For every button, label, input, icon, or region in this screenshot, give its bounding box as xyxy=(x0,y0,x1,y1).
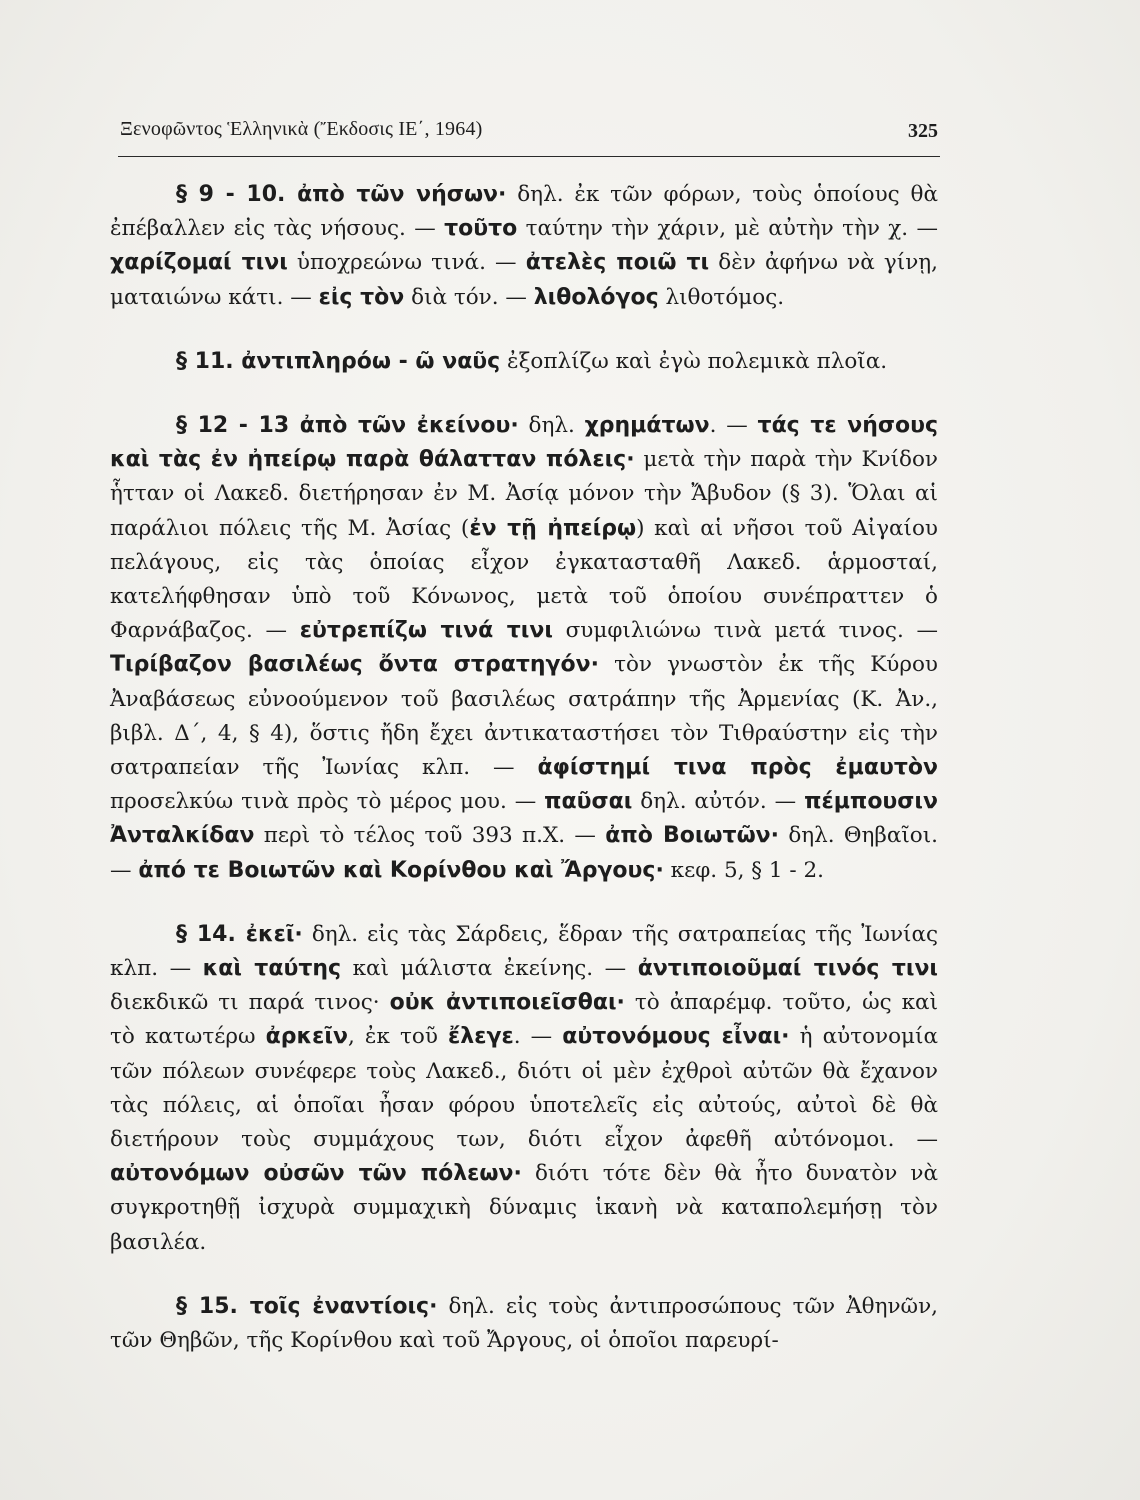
commentary-text: δὲν ἀφήνω νὰ γίνῃ, ματαιώνω κάτι. — xyxy=(110,250,938,310)
lemma-term: οὐκ ἀντιποιεῖσθαι· xyxy=(389,990,625,1016)
paragraph-section-9-10 xyxy=(110,178,938,315)
lemma-term: εἰς τὸν xyxy=(318,284,405,310)
lemma-term: λιθολόγος xyxy=(533,284,659,310)
commentary-text: περὶ τὸ τέλος τοῦ 393 π.Χ. — xyxy=(254,823,606,849)
lemma-term: παῦσαι xyxy=(544,789,633,815)
paragraph-section-14 xyxy=(110,918,938,1260)
commentary-text: λιθοτόμος. xyxy=(658,284,785,310)
commentary-text: τὸν γνωστὸν ἐκ τῆς Κύρου Ἀναβάσεως εὐνοούμενον τοῦ βασιλέως σατράπην τῆς Ἀρμενίας (Κ. Ἀν., βιβλ. Δ΄, 4, § 4), ὅστις ἤδη ἔχει ἀντικαταστήσει τὸν Τιθραύστην εἰς τὴν σατραπείαν τῆς Ἰωνίας κλπ. — xyxy=(110,652,938,781)
commentary-text: . — xyxy=(709,413,758,439)
commentary-text: ) καὶ αἱ νῆσοι τοῦ Αἰγαίου πελάγους, εἰς τὰς ὁποίας εἶχον ἐγκατασταθῆ Λακεδ. ἁρμοσταί, κατελήφθησαν ὑπὸ τοῦ Κόνωνος, μετὰ τοῦ ὁποίου συνέπραττεν ὁ Φαρνάβαζος. — xyxy=(110,515,939,644)
commentary-text: , ἐκ τοῦ xyxy=(347,1024,449,1050)
lemma-term: τοῦτο xyxy=(444,216,518,242)
commentary-text: ἐξοπλίζω καὶ ἐγὼ πολεμικὰ πλοῖα. xyxy=(500,348,888,374)
commentary-text: συμφιλιώνω τινὰ μετά τινος. — xyxy=(552,618,938,644)
commentary-text: ἡ αὐτονομία τῶν πόλεων συνέφερε τοὺς Λακεδ., διότι οἱ μὲν ἐχθροὶ αὐτῶν θὰ ἔχανον τὰς πόλεις, αἱ ὁποῖαι ἦσαν φόρου ὑποτελεῖς εἰς αὐτούς, αὐτοὶ δὲ θὰ διετήρουν τοὺς συμμάχους των, διότι εἶχον ἀφεθῆ αὐτόνομοι. — xyxy=(110,1024,938,1153)
commentary-text: ὑποχρεώνω τινά. — xyxy=(287,250,526,276)
lemma-term: χαρίζομαί τινι xyxy=(110,250,288,276)
lemma-term: Τιρίβαζον βασιλέως ὄντα στρατηγόν· xyxy=(110,652,599,678)
commentary-text: προσελκύω τινὰ πρὸς τὸ μέρος μου. — xyxy=(110,789,545,815)
lemma-term: ἔλεγε xyxy=(448,1024,514,1050)
commentary-text: διότι τότε δὲν θὰ ἦτο δυνατὸν νὰ συγκροτηθῇ ἰσχυρὰ συμμαχικὴ δύναμις ἱκανὴ νὰ καταπολεμήσῃ τὸν βασιλέα. xyxy=(110,1161,938,1255)
lemma-term: ἀπὸ τῶν νήσων· xyxy=(297,182,507,207)
commentary-text: δηλ. xyxy=(518,413,585,439)
lemma-term: ἀπό τε Βοιωτῶν καὶ Κορίνθου καὶ Ἄργους· xyxy=(138,857,664,883)
lemma-term: ἐν τῇ ἠπείρῳ xyxy=(469,515,637,541)
commentary-text: δηλ. εἰς τοὺς ἀντιπροσώπους τῶν Ἀθηνῶν, τῶν Θηβῶν, τῆς Κορίνθου καὶ τοῦ Ἄργους, οἱ ὁποῖοι παρευρί- xyxy=(110,1293,938,1354)
commentary-text: διεκδικῶ τι παρά τινος· xyxy=(110,990,390,1016)
commentary-text: καὶ μάλιστα ἐκείνης. — xyxy=(341,956,638,982)
commentary-body xyxy=(110,178,938,1358)
lemma-term: ἀφίστημί τινα πρὸς ἐμαυτὸν xyxy=(537,755,938,781)
lemma-term: ἀτελὲς ποιῶ τι xyxy=(525,250,710,276)
commentary-text: κεφ. 5, § 1 - 2. xyxy=(663,857,825,883)
lemma-term: § 11. xyxy=(176,348,242,374)
lemma-term: ἀντιπληρόω - ῶ ναῦς xyxy=(241,348,501,374)
lemma-term: § 9 - 10. xyxy=(176,182,298,207)
paragraph-section-15 xyxy=(110,1290,938,1358)
lemma-term: αὐτονόμους εἶναι· xyxy=(562,1024,790,1050)
commentary-text: τὸ ἀπαρέμφ. τοῦτο, ὡς καὶ τὸ κατωτέρω xyxy=(110,990,939,1050)
lemma-term: τοῖς ἐναντίοις· xyxy=(249,1293,438,1319)
page-number: 325 xyxy=(908,120,938,142)
commentary-text: δηλ. εἰς τὰς Σάρδεις, ἕδραν τῆς σατραπείας τῆς Ἰωνίας κλπ. — xyxy=(110,921,939,982)
commentary-text: μετὰ τὴν παρὰ τὴν Κνίδον ἧτταν οἱ Λακεδ. διετήρησαν ἐν Μ. Ἀσίᾳ μόνον τὴν Ἄβυδον (§ 3). Ὅλαι αἱ παράλιοι πόλεις τῆς Μ. Ἀσίας ( xyxy=(110,447,938,541)
lemma-term: εὐτρεπίζω τινά τινι xyxy=(299,618,553,644)
lemma-term: § 12 - 13 xyxy=(176,413,300,439)
commentary-text: ταύτην τὴν χάριν, μὲ αὐτὴν τὴν χ. — xyxy=(517,216,939,242)
lemma-term: αὐτονόμων οὐσῶν τῶν πόλεων· xyxy=(110,1161,522,1187)
paragraph-section-12-13 xyxy=(110,409,938,888)
lemma-term: χρημάτων xyxy=(584,413,710,439)
lemma-term: ἀπὸ τῶν ἐκείνου· xyxy=(299,413,519,439)
lemma-term: ἐκεῖ· xyxy=(245,921,303,947)
commentary-text: δηλ. Θηβαῖοι. — xyxy=(110,823,938,883)
commentary-text: . — xyxy=(513,1024,563,1050)
lemma-term: § 15. xyxy=(176,1293,250,1319)
commentary-text: δηλ. ἐκ τῶν φόρων, τοὺς ὁποίους θὰ ἐπέβαλλεν εἰς τὰς νήσους. — xyxy=(110,182,938,242)
lemma-term: ἀρκεῖν xyxy=(265,1024,348,1050)
commentary-text: δηλ. αὐτόν. — xyxy=(632,789,805,815)
lemma-term: ἀντιποιοῦμαί τινός τινι xyxy=(637,956,939,982)
running-title: Ξενοφῶντος Ἑλληνικὰ (Ἔκδοσις ΙΕ΄, 1964) xyxy=(120,118,483,140)
lemma-term: ἀπὸ Βοιωτῶν· xyxy=(605,823,780,849)
page-header xyxy=(118,112,940,157)
lemma-term: § 14. xyxy=(176,921,246,947)
lemma-term: τάς τε νήσους καὶ τὰς ἐν ἠπείρῳ παρὰ θάλατταν πόλεις· xyxy=(110,413,938,473)
commentary-text: διὰ τόν. — xyxy=(404,284,534,310)
lemma-term: πέμπουσιν Ἀνταλκίδαν xyxy=(110,789,938,849)
paragraph-section-11 xyxy=(110,345,938,379)
lemma-term: καὶ ταύτης xyxy=(202,956,342,982)
